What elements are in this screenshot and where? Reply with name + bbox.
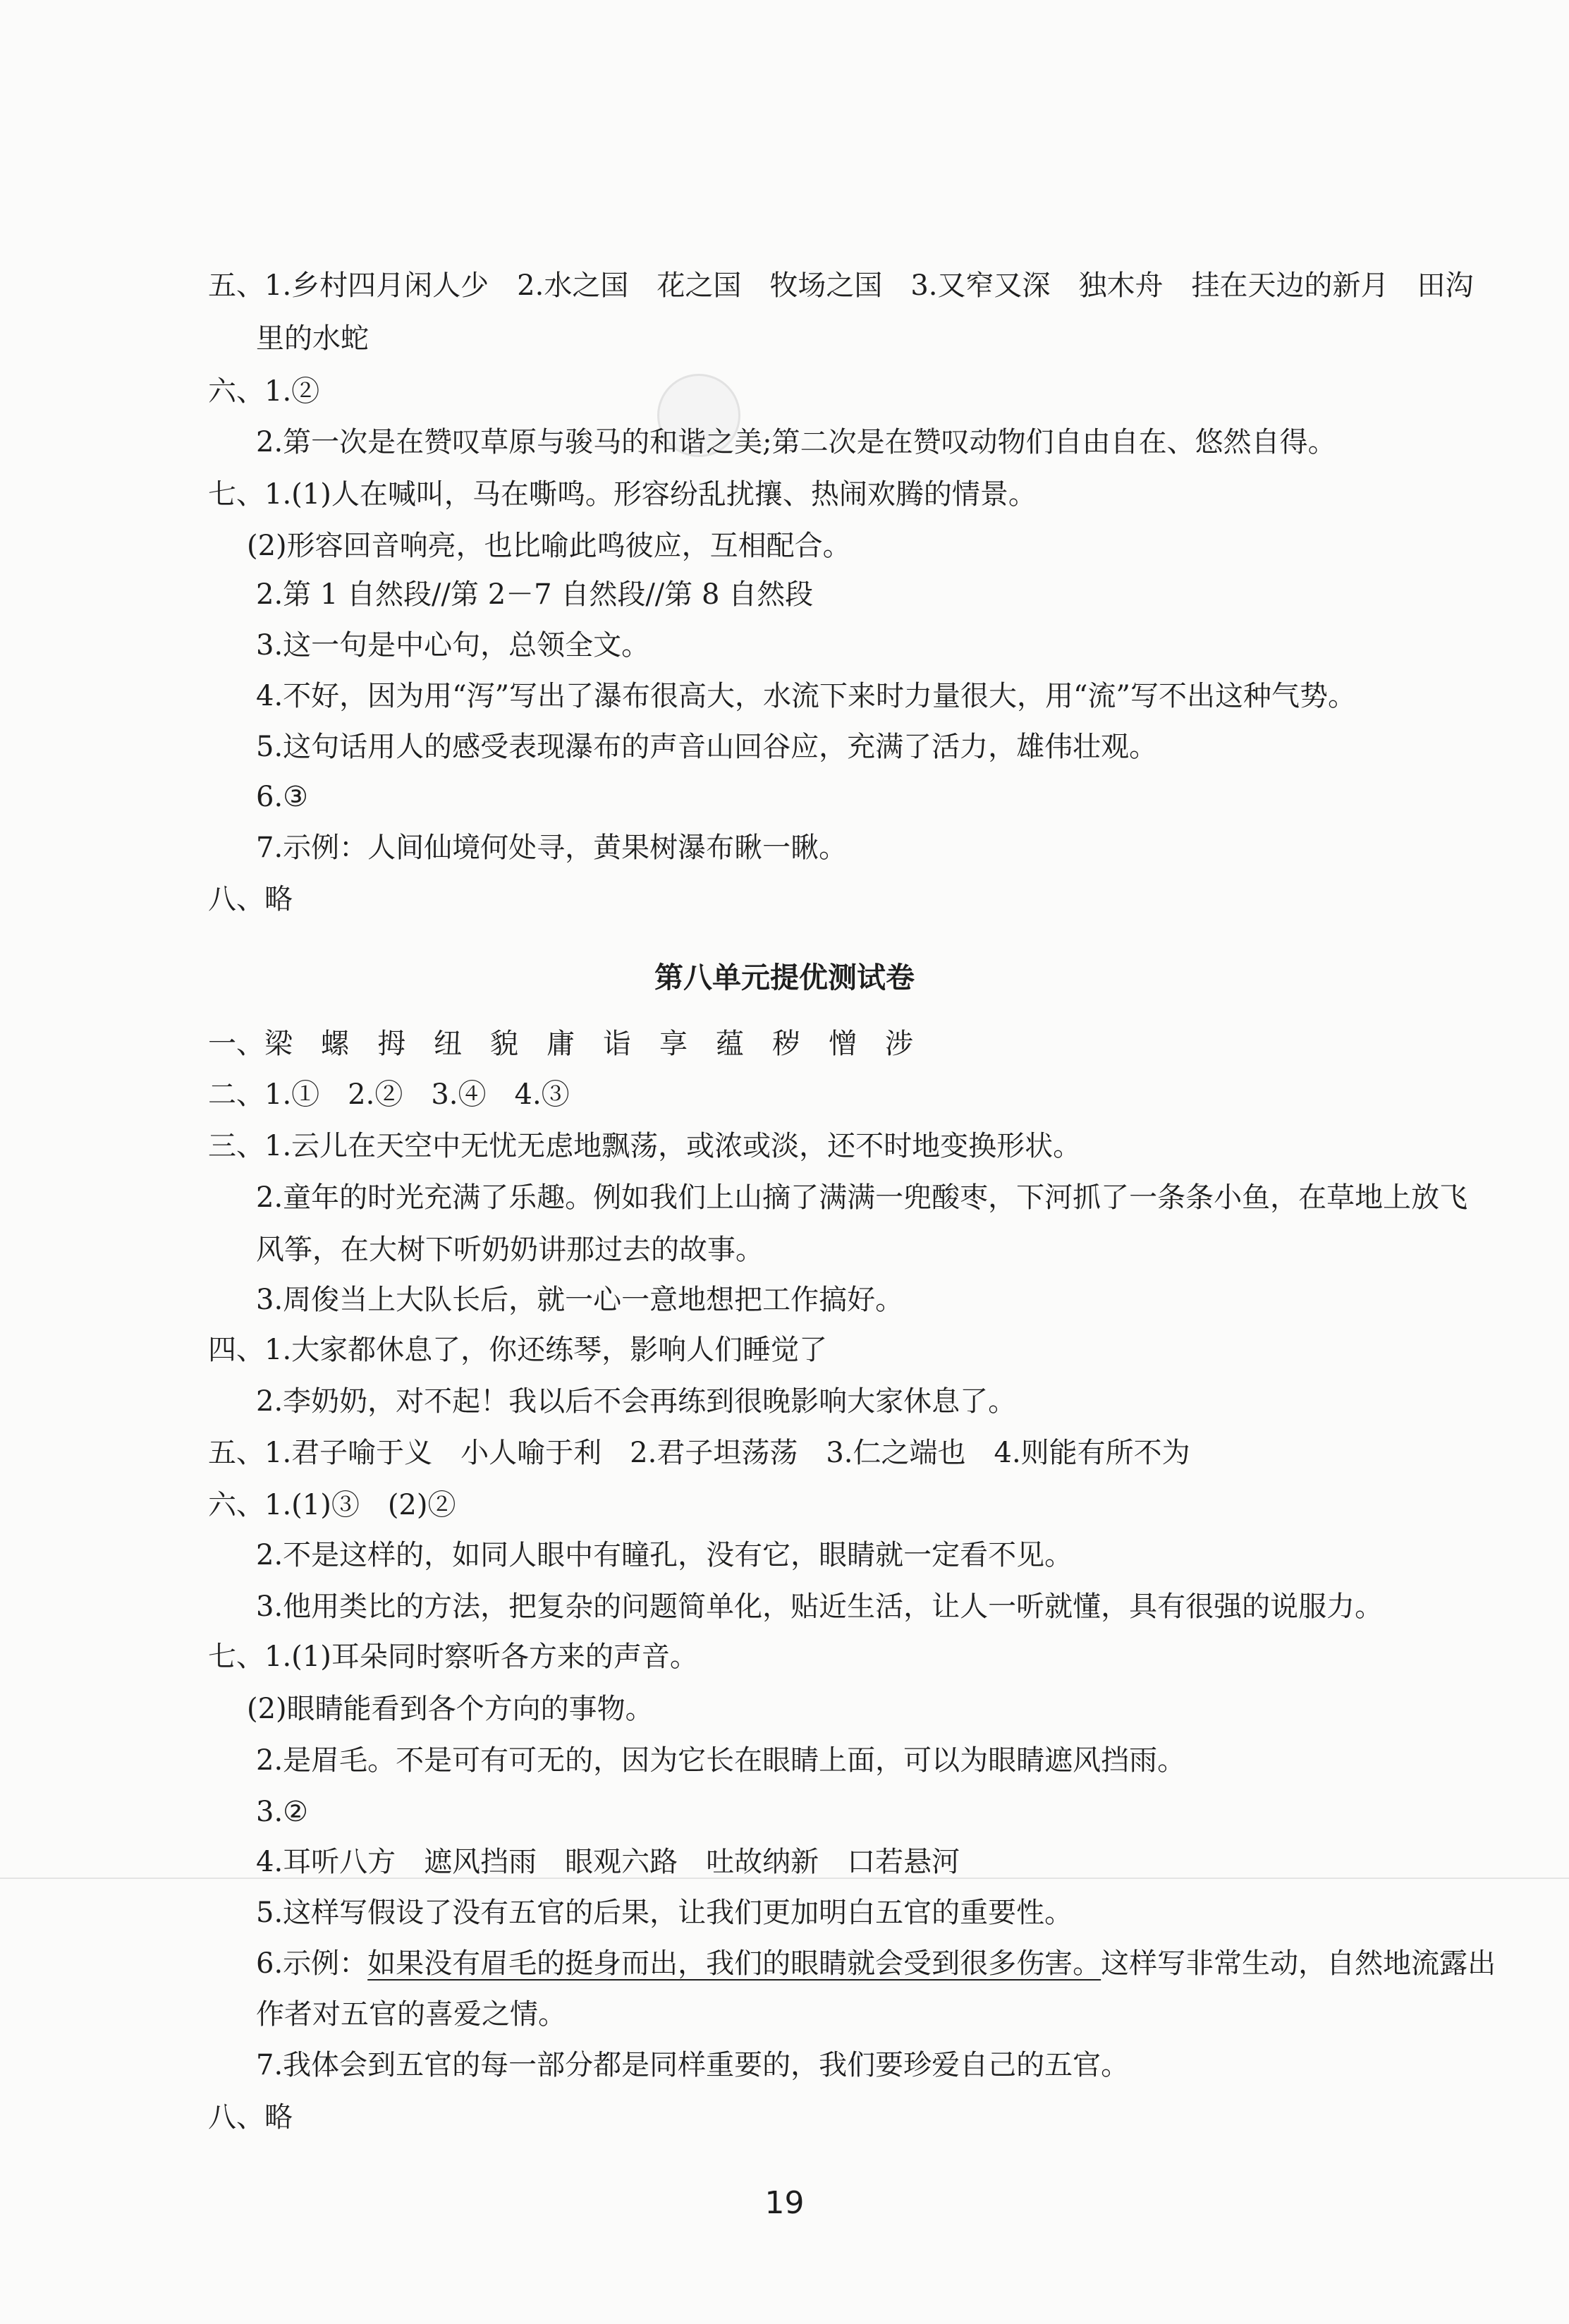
answer-line [256, 1949, 1496, 1978]
answer-line: 2.第 1 自然段//第 2－7 自然段//第 8 自然段 [256, 578, 814, 611]
answer-line: 五、1.君子喻于义 小人喻于利 2.君子坦荡荡 3.仁之端也 4.则能有所不为 [208, 1437, 1190, 1469]
answer-line: 三、1.云儿在天空中无忧无虑地飘荡，或浓或淡，还不时地变换形状。 [208, 1130, 1082, 1162]
answer-line: 六、1.② [208, 375, 320, 408]
answer-line: 二、1.① 2.② 3.④ 4.③ [208, 1078, 570, 1111]
answer-line: 作者对五官的喜爱之情。 [256, 1998, 566, 2031]
answer-line: 7.我体会到五官的每一部分都是同样重要的，我们要珍爱自己的五官。 [256, 2049, 1130, 2081]
answer-line: 七、1.(1)人在喊叫，马在嘶鸣。形容纷乱扰攘、热闹欢腾的情景。 [208, 478, 1037, 511]
page-fold-line [0, 1878, 1569, 1879]
answer-line: 4.耳听八方 遮风挡雨 眼观六路 吐故纳新 口若悬河 [256, 1846, 960, 1878]
answer-line: 5.这句话用人的感受表现瀑布的声音山回谷应，充满了活力，雄伟壮观。 [256, 731, 1158, 763]
answer-line: 2.第一次是在赞叹草原与骏马的和谐之美;第二次是在赞叹动物们自由自在、悠然自得。 [256, 426, 1336, 458]
answer-line: (2)眼睛能看到各个方向的事物。 [247, 1693, 654, 1725]
answer-line: 3.这一句是中心句，总领全文。 [256, 629, 650, 662]
answer-suffix: 这样写非常生动，自然地流露出 [1101, 1947, 1496, 1980]
page-number: 19 [764, 2185, 805, 2221]
answer-line: 八、略 [208, 2101, 293, 2134]
answer-line: 一、梁 螺 拇 纽 貌 庸 诣 享 蕴 秽 憎 涉 [208, 1028, 913, 1060]
answer-line: 里的水蛇 [256, 322, 369, 355]
section-title: 第八单元提优测试卷 [654, 961, 915, 994]
underlined-example: 如果没有眉毛的挺身而出，我们的眼睛就会受到很多伤害。 [367, 1947, 1101, 1980]
answer-line: (2)形容回音响亮，也比喻此鸣彼应，互相配合。 [247, 530, 851, 562]
answer-line: 4.不好，因为用“泻”写出了瀑布很高大，水流下来时力量很大，用“流”写不出这种气势。 [256, 680, 1356, 712]
answer-line: 5.这样写假设了没有五官的后果，让我们更加明白五官的重要性。 [256, 1897, 1073, 1929]
answer-line: 风筝，在大树下听奶奶讲那过去的故事。 [256, 1234, 764, 1266]
answer-line: 六、1.(1)③ (2)② [208, 1489, 456, 1521]
answer-line: 3.周俊当上大队长后，就一心一意地想把工作搞好。 [256, 1284, 904, 1316]
answer-line: 2.童年的时光充满了乐趣。例如我们上山摘了满满一兜酸枣，下河抓了一条条小鱼，在草地上放飞 [256, 1181, 1468, 1214]
answer-line: 七、1.(1)耳朵同时察听各方来的声音。 [208, 1641, 698, 1673]
answer-line: 3.他用类比的方法，把复杂的问题简单化，贴近生活，让人一听就懂，具有很强的说服力。 [256, 1590, 1384, 1623]
answer-line: 八、略 [208, 883, 293, 915]
answer-line: 2.李奶奶，对不起！我以后不会再练到很晚影响大家休息了。 [256, 1385, 1017, 1418]
answer-line: 6.③ [256, 781, 309, 813]
answer-line: 3.② [256, 1796, 309, 1828]
answer-prefix: 6.示例： [256, 1947, 368, 1980]
answer-line: 2.是眉毛。不是可有可无的，因为它长在眼睛上面，可以为眼睛遮风挡雨。 [256, 1744, 1186, 1777]
answer-line: 四、1.大家都休息了，你还练琴，影响人们睡觉了 [208, 1334, 828, 1366]
answer-line: 7.示例：人间仙境何处寻，黄果树瀑布瞅一瞅。 [256, 832, 848, 864]
answer-line: 2.不是这样的，如同人眼中有瞳孔，没有它，眼睛就一定看不见。 [256, 1539, 1073, 1571]
answer-line: 五、1.乡村四月闲人少 2.水之国 花之国 牧场之国 3.又窄又深 独木舟 挂在天边的新月 田沟 [208, 269, 1474, 302]
